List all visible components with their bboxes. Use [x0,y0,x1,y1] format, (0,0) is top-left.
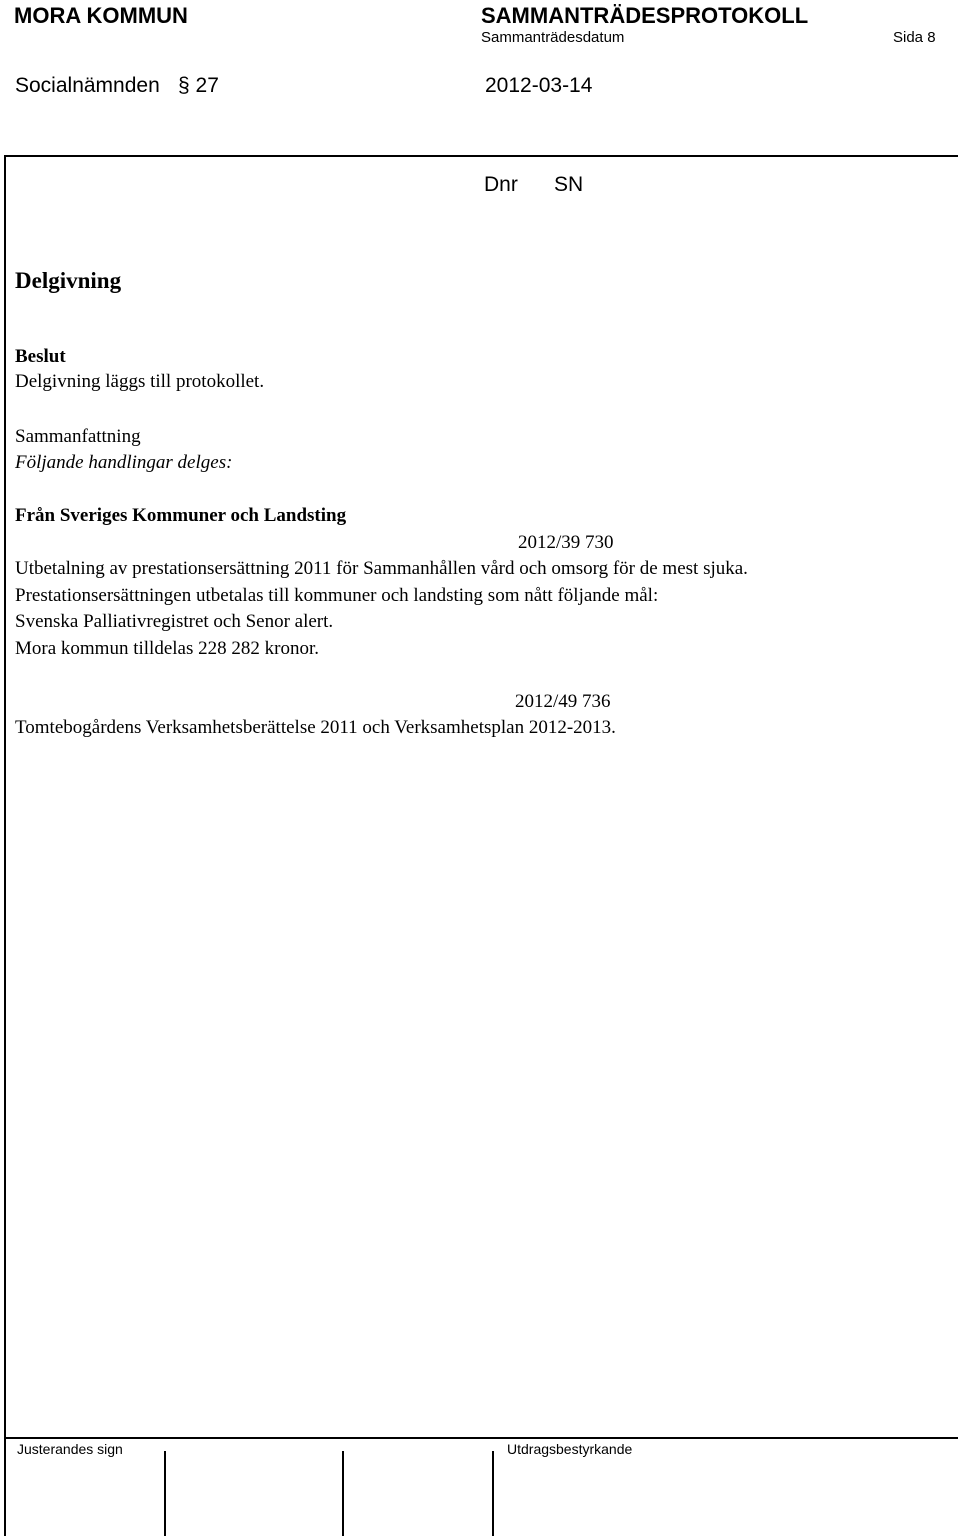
document-type: SAMMANTRÄDESPROTOKOLL [481,3,809,28]
beslut-text: Delgivning läggs till protokollet. [15,371,265,392]
item1-dnr: 2012/39 730 [518,532,614,553]
item2-text: Tomtebogårdens Verksamhetsberättelse 2011 och Verksamhetsplan 2012-2013. [15,717,616,738]
item1-line: Mora kommun tilldelas 228 282 kronor. [15,638,319,659]
meeting-date: 2012-03-14 [485,74,593,97]
signature-box-divider [342,1451,344,1536]
utdragsbestyrkande-label: Utdragsbestyrkande [507,1441,633,1457]
page-number: Sida 8 [893,29,936,46]
section-title: Delgivning [15,268,122,293]
sammanfattning-text: Följande handlingar delges: [15,452,233,473]
dnr-label: Dnr [484,173,518,196]
signature-box-divider [4,1437,6,1536]
meeting-date-label: Sammanträdesdatum [481,29,625,46]
source-heading: Från Sveriges Kommuner och Landsting [15,505,347,526]
footer-divider [4,1437,958,1439]
item2-dnr: 2012/49 736 [515,691,611,712]
paragraph-number: § 27 [178,74,219,97]
committee-name: Socialnämnden [15,74,160,97]
item1-line: Utbetalning av prestationsersättning 2011 för Sammanhållen vård och omsorg för de mest sjuka. [15,558,748,579]
sammanfattning-heading: Sammanfattning [15,426,141,447]
beslut-heading: Beslut [15,346,66,367]
dnr-value: SN [554,173,584,196]
item1-line: Svenska Palliativregistret och Senor alert. [15,611,334,632]
content-frame [4,155,958,1438]
justerandes-sign-label: Justerandes sign [17,1441,123,1457]
organization-name: MORA KOMMUN [14,3,188,28]
signature-box-divider [164,1451,166,1536]
item1-line: Prestationsersättningen utbetalas till kommuner och landsting som nått följande mål: [15,585,659,606]
signature-box-divider [492,1451,494,1536]
